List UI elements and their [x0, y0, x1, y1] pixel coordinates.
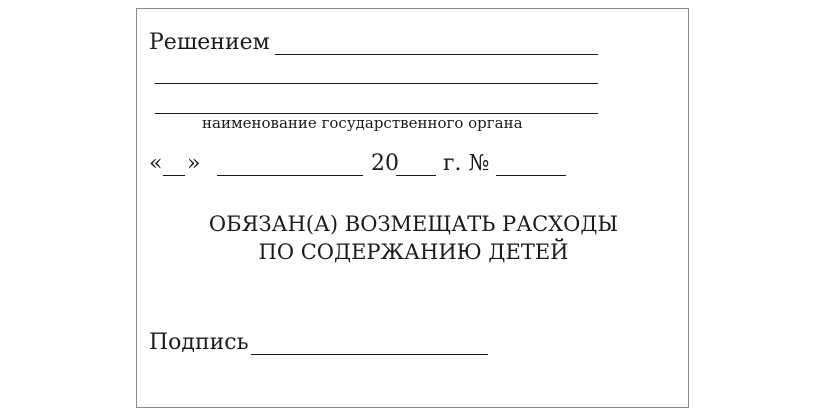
day-fill-line — [163, 175, 185, 176]
authority-caption: наименование государственного органа — [202, 114, 523, 132]
date-quote-open: « — [149, 151, 163, 176]
number-fill-line — [496, 175, 566, 176]
signature-fill-line — [251, 354, 488, 355]
stamp-frame — [136, 8, 689, 408]
stamp-title-line-2: ПО СОДЕРЖАНИЮ ДЕТЕЙ — [258, 240, 569, 264]
date-quote-close: » — [187, 151, 201, 176]
signature-label: Подпись — [149, 330, 249, 355]
decision-label: Решением — [149, 30, 270, 55]
year-suffix: г. № — [443, 151, 490, 176]
year-prefix: 20 — [371, 151, 399, 176]
decision-fill-line — [275, 54, 598, 55]
stamp-title-line-1: ОБЯЗАН(А) ВОЗМЕЩАТЬ РАСХОДЫ — [208, 212, 619, 236]
month-fill-line — [217, 175, 363, 176]
year-fill-line — [396, 175, 436, 176]
authority-line-1 — [155, 83, 598, 84]
